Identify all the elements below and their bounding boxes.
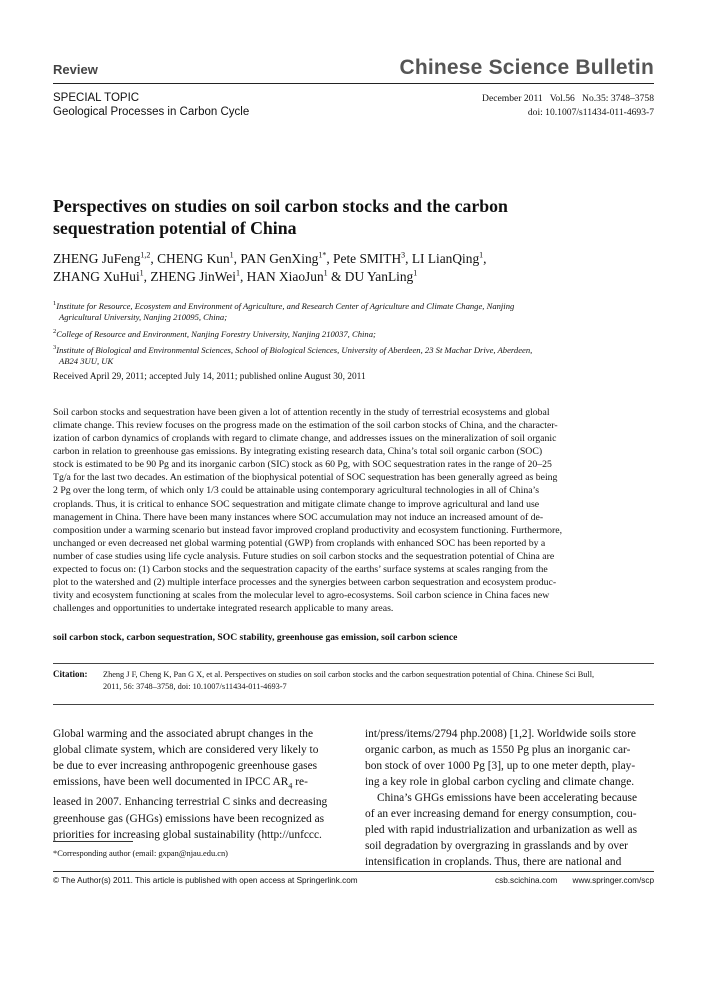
body-line: organic carbon, as much as 1550 Pg plus an inorganic car-: [365, 744, 631, 757]
abstract-line: ization of carbon dynamics of croplands with regard to climate change, and addresses issues on the mineralization of soil organic: [53, 433, 557, 445]
abstract-line: unchanged or even decreased net global warming potential (GWP) from croplands with enhanced SOC has been reported by a: [53, 537, 546, 549]
abstract-line: climate change. This review focuses on the progress made on the estimation of the soil carbon stocks of China, and the character-: [53, 420, 558, 432]
title-line-1: Perspectives on studies on soil carbon stocks and the carbon: [53, 196, 508, 216]
abstract-line: challenges and opportunities to undertake integrated research applicable to many areas.: [53, 603, 394, 615]
author: HAN XiaoJun$^1$ &: [246, 268, 345, 284]
body-line: intensification in croplands. Thus, there are national and: [365, 856, 622, 869]
affiliations: [53, 298, 653, 369]
author: CHENG Kun$^1$,: [157, 250, 241, 266]
footnote-rule: [53, 841, 133, 842]
copyright-notice: © The Author(s) 2011. This article is published with open access at Springerlink.com: [53, 876, 358, 885]
author: ZHENG JuFeng$^{1,2}$,: [53, 250, 158, 266]
body-line: ing a key role in global carbon cycling and climate change.: [365, 776, 635, 789]
special-topic-title: Geological Processes in Carbon Cycle: [53, 106, 250, 118]
author: Pete SMITH$^3$,: [333, 250, 412, 266]
body-column-left: [53, 726, 343, 843]
author: ZHANG XuHui$^1$,: [53, 268, 151, 284]
author-list: [53, 250, 663, 286]
journal-name: Chinese Science Bulletin: [399, 56, 654, 79]
body-line: global climate system, which are considered very likely to: [53, 744, 319, 757]
abstract-line: expected to focus on: (1) Carbon stocks and the sequestration capacity of the earths’ surface systems at scales ranging from the: [53, 563, 548, 575]
body-line: leased in 2007. Enhancing terrestrial C sinks and decreasing: [53, 796, 328, 809]
body-line: Global warming and the associated abrupt changes in the: [53, 728, 314, 740]
affiliation-3: $^3$Institute of Biological and Environmental Sciences, School of Biological Sciences, University of Aberdeen, 23 St Machar Drive, Aberdeen, AB24 3UU, UK: [53, 343, 533, 366]
abstract-line: croplands. Thus, it is critical to enhance SOC sequestration and mitigate climate change to improve agricultural and land use: [53, 498, 540, 510]
issue-info: December 2011 Vol.56 No.35: 3748–3758: [482, 93, 654, 104]
abstract-line: number of case studies using life cycle analysis. Future studies on soil carbon stocks and the sequestration potential of China are: [53, 550, 555, 562]
body-line: pled with rapid industrialization and urbanization as well as: [365, 824, 638, 837]
citation-label: Citation:: [53, 669, 88, 679]
body-line: soil degradation by overgrazing in grasslands and by over: [365, 840, 628, 853]
abstract-line: composition under a warming scenario but instead favor improved cropland productivity and ecosystem functioning. Furthermore,: [53, 524, 563, 536]
special-topic-label: SPECIAL TOPIC: [53, 92, 140, 104]
body-line: greenhouse gas (GHGs) emissions have been recognized as: [53, 812, 325, 825]
article-title: [53, 195, 613, 239]
header-rule: [53, 83, 654, 84]
springer-website-link[interactable]: www.springer.com/scp: [572, 876, 654, 885]
body-line: emissions, have been well documented in IPCC $AR_4$ re-: [53, 776, 308, 791]
citation-text: Zheng J F, Cheng K, Pan G X, et al. Perspectives on studies on soil carbon stocks and the carbon sequestration potential of China. Chinese Sci Bull, 2011, 56: 3748–3758, doi: 10.1007/s11434-011-4693-7: [103, 670, 595, 691]
abstract-line: management in China. There have been many instances where SOC accumulation may not induce an increased amount of de-: [53, 511, 544, 523]
body-line: bon stock of over 1000 Pg [3], up to one meter depth, play-: [365, 760, 636, 773]
title-line-2: sequestration potential of China: [53, 218, 297, 238]
affiliation-1: $^1$Institute for Resource, Ecosystem and Environment of Agriculture, and Research Center of Agriculture and Climate Change, Nanjing Agricultural University, Nanjing 210095, China;: [53, 300, 515, 323]
author: ZHENG JinWei$^1$,: [150, 268, 247, 284]
affiliation-2: $^2$College of Resource and Environment, Nanjing Forestry University, Nanjing 210037, China;: [53, 327, 376, 339]
abstract: [53, 406, 655, 615]
author-line-1: [53, 250, 663, 268]
body-line: of an ever increasing demand for energy consumption, cou-: [365, 808, 637, 821]
abstract-line: Soil carbon stocks and sequestration have been given a lot of attention recently in the study of terrestrial ecosystems and global: [53, 407, 550, 418]
abstract-line: tivity and ecosystem functioning at scales from the molecular level to agro-ecosystems. Soil carbon science in China faces new: [53, 590, 550, 602]
author: DU YanLing$^1$: [344, 268, 418, 284]
author-line-2: [53, 268, 663, 286]
abstract-line: stock is estimated to be 90 Pg and its inorganic carbon (SIC) stock as 60 Pg, with SOC sequestration rates in the range of 20–25: [53, 459, 552, 471]
journal-website-link[interactable]: csb.scichina.com: [495, 876, 558, 885]
abstract-line: carbon in relation to greenhouse gas emissions. By integrating existing research data, China’s total soil organic carbon (SOC): [53, 446, 543, 458]
corresponding-author-footnote: *Corresponding author (email: gxpan@njau.edu.cn): [53, 849, 228, 858]
abstract-line: Tg/a for the last two decades. An estimation of the biophysical potential of SOC sequestration has been generally agreed as being: [53, 472, 558, 484]
keywords: soil carbon stock, carbon sequestration, SOC stability, greenhouse gas emission, soil carbon science: [53, 632, 458, 643]
footer-rule: [53, 871, 654, 872]
body-column-right: [365, 726, 655, 870]
author: LI LianQing$^1$,: [411, 250, 487, 266]
body-line: int/press/items/2794 php.2008) [1,2]. Worldwide soils store: [365, 728, 636, 740]
body-line: China’s GHGs emissions have been accelerating because: [377, 792, 637, 805]
publication-dates: Received April 29, 2011; accepted July 14, 2011; published online August 30, 2011: [53, 372, 366, 382]
author: PAN GenXing$^{1*}$,: [240, 250, 334, 266]
body-line: priorities for increasing global sustainability (http://unfccc.: [53, 828, 322, 841]
abstract-line: 2 Pg over the long term, of which only 1/3 could be attainable using contemporary agricultural technologies in all of China’s: [53, 485, 540, 497]
doi-info: doi: 10.1007/s11434-011-4693-7: [527, 107, 654, 118]
body-line: be due to ever increasing anthropogenic greenhouse gases: [53, 760, 318, 773]
section-label: Review: [53, 62, 98, 77]
abstract-line: plot to the watershed and (2) multiple interface processes and the synergies between carbon sequestration and ecosystem produc-: [53, 577, 557, 589]
